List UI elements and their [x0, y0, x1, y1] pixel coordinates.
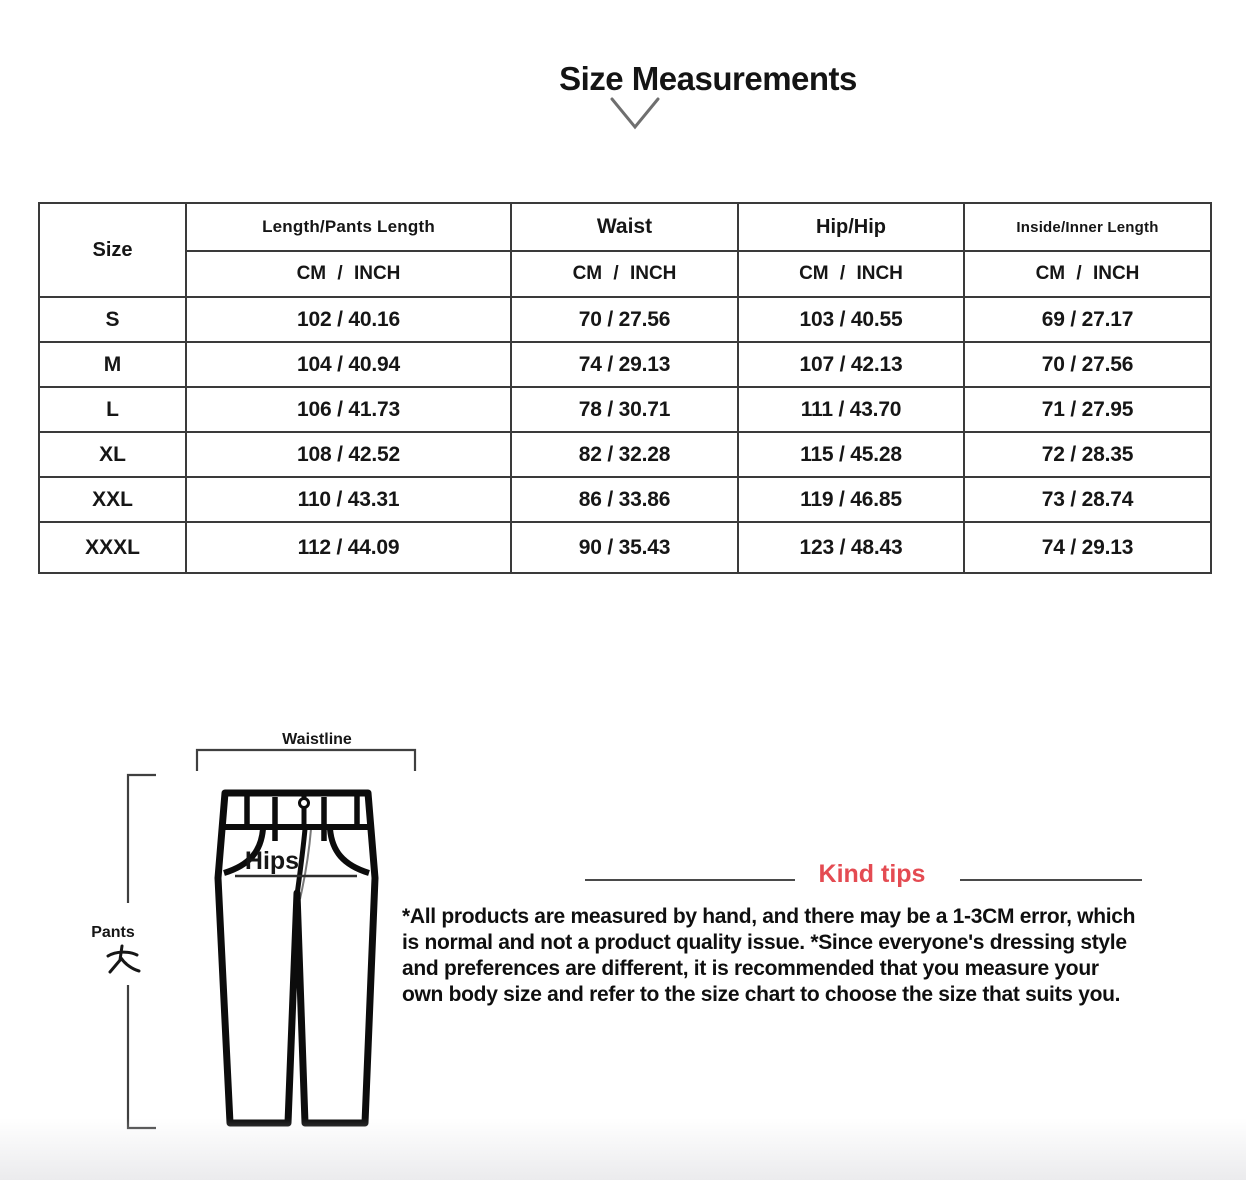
unit-header-waist: CM / INCH: [511, 251, 738, 297]
size-cell: S: [39, 297, 186, 342]
hips-label: Hips: [244, 847, 300, 875]
hip-cell: 107 / 42.13: [738, 342, 964, 387]
hip-cell: 115 / 45.28: [738, 432, 964, 477]
unit-header-hip: CM / INCH: [738, 251, 964, 297]
inside-cell: 70 / 27.56: [964, 342, 1211, 387]
pants-length-bracket-top: [128, 775, 156, 903]
page-title: Size Measurements: [559, 60, 857, 97]
unit-header-length: CM / INCH: [186, 251, 511, 297]
size-table: [38, 202, 1212, 574]
waist-button: [300, 799, 309, 808]
length-cell: 112 / 44.09: [186, 522, 511, 573]
inside-cell: 74 / 29.13: [964, 522, 1211, 573]
tips-line: and preferences are different, it is recommended that you measure your: [402, 957, 1099, 980]
inside-cell: 71 / 27.95: [964, 387, 1211, 432]
table-row: [39, 522, 1211, 573]
hip-cell: 119 / 46.85: [738, 477, 964, 522]
pants-length-bracket-bottom: [128, 985, 156, 1128]
table-row: [39, 477, 1211, 522]
length-cell: 104 / 40.94: [186, 342, 511, 387]
table-header: [39, 203, 1211, 297]
table-row: [39, 342, 1211, 387]
bottom-gradient: [0, 1118, 1246, 1180]
unit-header-inside: CM / INCH: [964, 251, 1211, 297]
size-cell: XXL: [39, 477, 186, 522]
inside-cell: 72 / 28.35: [964, 432, 1211, 477]
length-cell: 110 / 43.31: [186, 477, 511, 522]
col-header-hip: Hip/Hip: [738, 203, 964, 251]
kind-tips-heading: Kind tips: [818, 860, 926, 888]
length-cell: 102 / 40.16: [186, 297, 511, 342]
tips-divider-right: [960, 879, 1142, 881]
hip-cell: 111 / 43.70: [738, 387, 964, 432]
waist-cell: 70 / 27.56: [511, 297, 738, 342]
inside-cell: 73 / 28.74: [964, 477, 1211, 522]
col-header-inside: Inside/Inner Length: [964, 203, 1211, 251]
inside-cell: 69 / 27.17: [964, 297, 1211, 342]
waist-cell: 78 / 30.71: [511, 387, 738, 432]
hip-cell: 123 / 48.43: [738, 522, 964, 573]
tips-divider-left: [585, 879, 795, 881]
length-cell: 108 / 42.52: [186, 432, 511, 477]
chevron-down-icon: [607, 96, 663, 134]
waist-cell: 82 / 32.28: [511, 432, 738, 477]
waist-cell: 90 / 35.43: [511, 522, 738, 573]
length-cell: 106 / 41.73: [186, 387, 511, 432]
pants-outline: [218, 793, 375, 1123]
table-row: [39, 432, 1211, 477]
kind-tips-body: [402, 904, 1135, 1008]
table-row: [39, 297, 1211, 342]
tips-line: is normal and not a product quality issue. *Since everyone's dressing style: [402, 931, 1127, 954]
size-cell: XL: [39, 432, 186, 477]
waistline-bracket: [197, 750, 415, 771]
waist-cell: 86 / 33.86: [511, 477, 738, 522]
col-header-waist: Waist: [511, 203, 738, 251]
size-cell: M: [39, 342, 186, 387]
hip-cell: 103 / 40.55: [738, 297, 964, 342]
waist-cell: 74 / 29.13: [511, 342, 738, 387]
pants-length-cn-glyph: [108, 946, 139, 972]
tips-line: own body size and refer to the size chart to choose the size that suits you.: [402, 983, 1121, 1006]
size-cell: L: [39, 387, 186, 432]
col-header-length: Length/Pants Length: [186, 203, 511, 251]
size-cell: XXXL: [39, 522, 186, 573]
table-row: [39, 387, 1211, 432]
pants-length-label: Pants: [91, 924, 135, 941]
tips-line: *All products are measured by hand, and there may be a 1-3CM error, which: [402, 905, 1136, 928]
waistline-label: Waistline: [282, 731, 352, 748]
col-header-size: Size: [39, 203, 186, 297]
